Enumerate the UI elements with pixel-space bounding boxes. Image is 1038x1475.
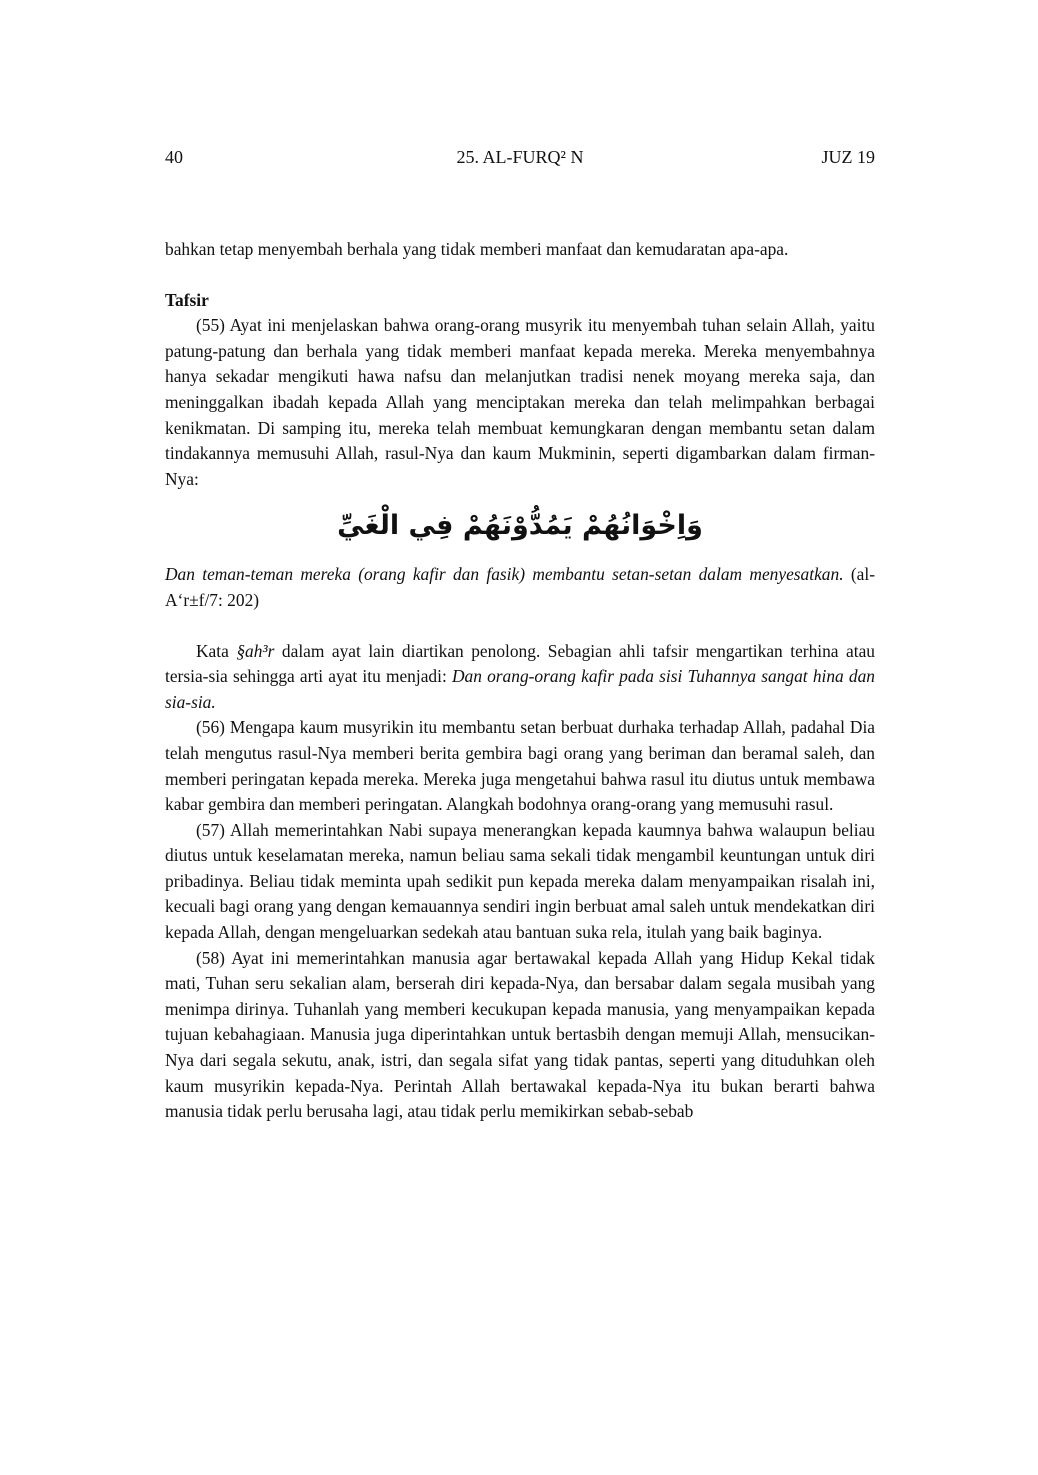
tafsir-paragraph-58: [165, 946, 875, 1125]
text-segment: (57) Allah memerintahkan Nabi supaya menerangkan kepada kaumnya bahwa walaupun beliau diutus untuk keselamatan mereka, namun beliau sama sekali tidak mengambil keuntungan untuk diri pribadinya. Beliau tidak meminta upah sedikit pun kepada mereka dalam menyampaikan risalah ini, kecuali bagi orang yang dengan kemauannya sendiri ingin berbuat amal saleh untuk mendekatkan diri kepada Allah, dengan mengeluarkan sedekah atau bantuan suka rela, itulah yang baik baginya.: [165, 819, 875, 943]
text-segment: bahkan tetap menyembah berhala yang tidak memberi manfaat dan kemudaratan apa-apa.: [165, 239, 789, 259]
document-content: [165, 237, 875, 1125]
continuation-paragraph: [165, 237, 875, 263]
tafsir-paragraph-57: [165, 818, 875, 946]
section-heading: Tafsir: [165, 289, 209, 310]
text-segment: Dan teman-teman mereka (orang kafir dan fasik) membantu setan-setan dalam menyesatkan.: [165, 564, 844, 585]
page-number: 40: [165, 147, 183, 167]
text-segment: (al-A‘r±f/7: 202): [165, 564, 875, 610]
text-segment: Kata: [196, 640, 237, 661]
tafsir-paragraph-55: [165, 313, 875, 492]
text-segment: (58) Ayat ini memerintahkan manusia agar bertawakal kepada Allah yang Hidup Kekal tidak mati, Tuhan seru sekalian alam, berserah diri kepada-Nya, dan bersabar dalam segala musibah yang menimpa dirinya. Tuhanlah yang memberi kecukupan kepada manusia, yang menyampaikan kepada tujuan kebahagiaan. Manusia juga diperintahkan untuk bertasbih dengan memuji Allah, mensucikan-Nya dari segala sekutu, anak, istri, dan segala sifat yang tidak pantas, seperti yang dituduhkan oleh kaum musyrikin kepada-Nya. Perintah Allah bertawakal kepada-Nya itu bukan berarti bahwa manusia tidak perlu berusaha lagi, atau tidak perlu memikirkan sebab-sebab: [165, 947, 875, 1122]
surah-title: 25. AL-FURQ² N: [456, 147, 584, 167]
juz-label: JUZ 19: [821, 147, 875, 167]
verse-translation: [165, 562, 875, 613]
text-segment: Dan orang-orang kafir pada sisi Tuhannya sangat hina dan sia-sia.: [165, 666, 875, 712]
text-segment: (56) Mengapa kaum musyrikin itu membantu setan berbuat durhaka terhadap Allah, padahal Dia telah mengutus rasul-Nya memberi berita gembira bagi orang yang beriman dan beramal saleh, dan memberi peringatan kepada mereka. Mereka juga mengetahui bahwa rasul itu diutus untuk membawa kabar gembira dan memberi peringatan. Alangkah bodohnya orang-orang yang memusuhi rasul.: [165, 717, 875, 815]
text-segment: dalam ayat lain diartikan penolong. Sebagian ahli tafsir mengartikan terhina atau tersia-sia sehingga arti ayat itu menjadi:: [165, 640, 875, 687]
tafsir-paragraph-zahir: [165, 639, 875, 716]
text-segment: (55) Ayat ini menjelaskan bahwa orang-orang musyrik itu menyembah tuhan selain Allah, yaitu patung-patung dan berhala yang tidak memberi manfaat kepada mereka. Mereka menyembahnya hanya sekadar mengikuti hawa nafsu dan melanjutkan tradisi nenek moyang mereka saja, dan meninggalkan ibadah kepada Allah yang menciptakan mereka dan telah melimpahkan berbagai kenikmatan. Di samping itu, mereka telah membuat kemungkaran dengan membantu setan dalam tindakannya memusuhi Allah, rasul-Nya dan kaum Mukminin, seperti digambarkan dalam firman-Nya:: [165, 315, 875, 489]
arabic-verse: وَاِخْوَانُهُمْ يَمُدُّوْنَهُمْ فِي الْغَيِّ: [337, 510, 703, 542]
page-header: [165, 146, 875, 168]
text-segment: §ah³r: [236, 640, 275, 661]
tafsir-paragraph-56: [165, 715, 875, 817]
